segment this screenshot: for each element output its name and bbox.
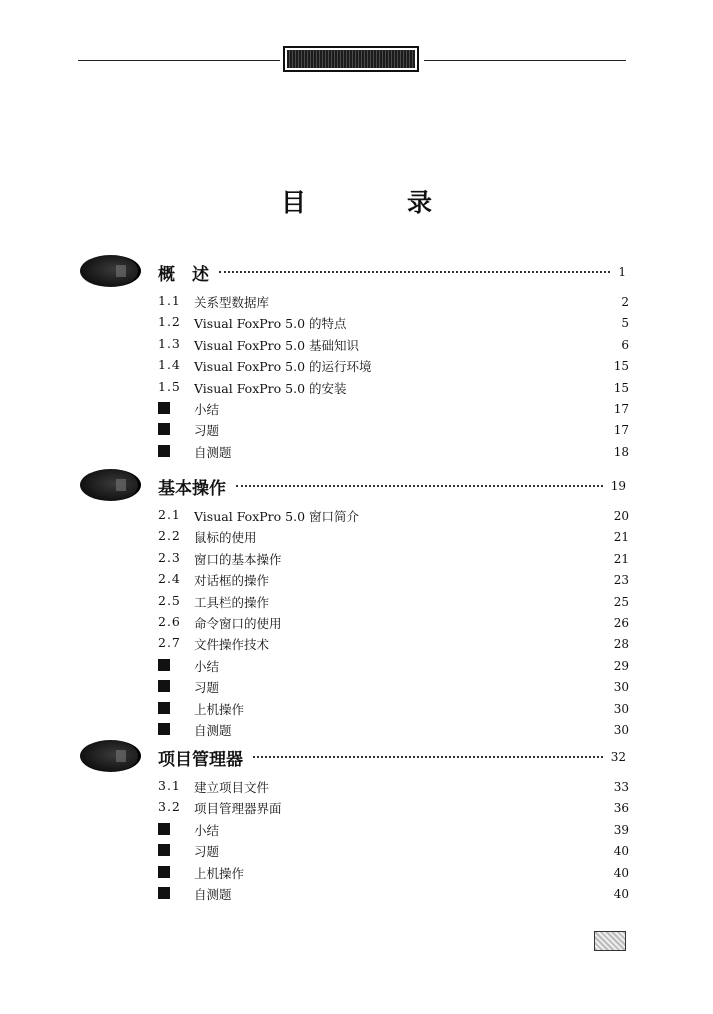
- section-title: 窗口的基本操作: [194, 551, 282, 567]
- section-number: 3.1: [158, 778, 181, 793]
- section-title: 习题: [194, 680, 220, 696]
- section-title: 命令窗口的使用: [194, 616, 282, 631]
- section-title: 小结: [194, 402, 220, 417]
- section-number: 1.1: [158, 293, 181, 308]
- square-bullet-icon: [158, 423, 170, 435]
- toc-summary-entry: [158, 721, 629, 739]
- square-bullet-icon: [158, 402, 170, 414]
- page-number-mark: [594, 931, 626, 951]
- section-page-number: 17: [613, 402, 629, 416]
- section-number: 1.3: [158, 335, 181, 351]
- square-bullet-icon: [158, 445, 170, 457]
- chapter-heading: [80, 740, 630, 772]
- header-banner: [283, 46, 419, 72]
- section-page-number: 30: [613, 723, 629, 737]
- section-page-number: 23: [613, 573, 629, 588]
- section-number: 2.7: [158, 635, 181, 651]
- section-title: 上机操作: [194, 865, 245, 881]
- square-bullet-icon: [158, 680, 170, 692]
- section-page-number: 28: [613, 637, 629, 652]
- section-page-number: 5: [621, 316, 629, 331]
- square-bullet-icon: [158, 723, 170, 735]
- toc-entry: [158, 571, 629, 589]
- section-number: 3.2: [158, 799, 181, 815]
- section-title: 自测题: [194, 887, 232, 902]
- toc-summary-entry: [158, 657, 629, 675]
- toc-entry: [158, 336, 629, 354]
- section-number: 2.6: [158, 614, 181, 629]
- toc-summary-entry: [158, 821, 629, 839]
- section-title: 小结: [194, 658, 220, 674]
- section-title: 关系型数据库: [194, 295, 270, 310]
- section-title: 小结: [194, 822, 220, 838]
- section-page-number: 2: [621, 295, 629, 309]
- toc-summary-entry: [158, 700, 629, 718]
- section-number: 1.5: [158, 378, 181, 394]
- section-page-number: 18: [613, 444, 629, 459]
- toc-summary-entry: [158, 421, 629, 439]
- toc-summary-entry: [158, 678, 629, 696]
- section-title: 鼠标的使用: [194, 530, 257, 546]
- section-number: 2.2: [158, 528, 181, 544]
- toc-entry: [158, 593, 629, 611]
- dot-leader: [219, 271, 610, 273]
- toc-summary-entry: [158, 443, 629, 461]
- square-bullet-icon: [158, 844, 170, 856]
- section-title: 项目管理器界面: [194, 801, 282, 817]
- section-title: 对话框的操作: [194, 573, 270, 589]
- section-number: 2.1: [158, 507, 181, 522]
- toc-entry: [158, 293, 629, 311]
- section-page-number: 33: [613, 780, 629, 794]
- section-title: 文件操作技术: [194, 637, 270, 653]
- toc-entry: [158, 550, 629, 568]
- section-number: 1.4: [158, 357, 181, 373]
- section-title: 习题: [194, 423, 220, 439]
- section-title: Visual FoxPro 5.0 基础知识: [194, 337, 359, 353]
- chapter-page-number: 19: [610, 479, 626, 493]
- toc-entry: [158, 379, 629, 397]
- toc-entry: [158, 778, 629, 796]
- section-title: 自测题: [194, 444, 232, 460]
- toc-summary-entry: [158, 885, 629, 903]
- section-number: 1.2: [158, 314, 181, 330]
- section-page-number: 25: [613, 594, 629, 609]
- section-number: 2.3: [158, 549, 181, 565]
- chapter-page-number: 32: [610, 750, 626, 764]
- chapter-title: 概 述: [158, 265, 209, 285]
- chapter-badge-icon: [80, 255, 141, 287]
- section-page-number: 29: [613, 658, 629, 673]
- dot-leader: [253, 756, 603, 758]
- toc-summary-entry: [158, 400, 629, 418]
- section-page-number: 21: [613, 530, 629, 545]
- section-page-number: 30: [613, 701, 629, 716]
- section-title: 工具栏的操作: [194, 594, 270, 610]
- section-page-number: 17: [613, 423, 629, 438]
- toc-entry: [158, 357, 629, 375]
- section-page-number: 40: [613, 865, 629, 880]
- chapter-page-number: 1: [618, 265, 626, 279]
- section-page-number: 15: [613, 359, 629, 374]
- section-title: Visual FoxPro 5.0 的安装: [194, 380, 347, 396]
- section-page-number: 39: [613, 822, 629, 837]
- section-title: Visual FoxPro 5.0 窗口简介: [194, 509, 359, 524]
- square-bullet-icon: [158, 659, 170, 671]
- toc-entry: [158, 635, 629, 653]
- dot-leader: [236, 485, 603, 487]
- section-page-number: 26: [613, 616, 629, 630]
- section-page-number: 20: [613, 509, 629, 523]
- chapter-heading: [80, 255, 630, 287]
- section-title: 建立项目文件: [194, 780, 270, 795]
- page-title: 目 录: [280, 188, 470, 217]
- square-bullet-icon: [158, 887, 170, 899]
- toc-summary-entry: [158, 864, 629, 882]
- section-title: Visual FoxPro 5.0 的特点: [194, 316, 347, 332]
- chapter-badge-icon: [80, 740, 141, 772]
- section-page-number: 40: [613, 887, 629, 901]
- section-page-number: 30: [613, 680, 629, 695]
- square-bullet-icon: [158, 866, 170, 878]
- section-number: 2.5: [158, 592, 181, 608]
- section-page-number: 36: [613, 801, 629, 816]
- section-page-number: 21: [613, 551, 629, 566]
- chapter-title: 基本操作: [158, 479, 226, 499]
- chapter-title: 项目管理器: [158, 750, 243, 770]
- section-title: 习题: [194, 844, 220, 860]
- chapter-badge-icon: [80, 469, 141, 501]
- toc-entry: [158, 528, 629, 546]
- square-bullet-icon: [158, 702, 170, 714]
- section-page-number: 6: [621, 337, 629, 352]
- section-page-number: 40: [613, 844, 629, 859]
- square-bullet-icon: [158, 823, 170, 835]
- section-title: Visual FoxPro 5.0 的运行环境: [194, 359, 372, 375]
- header-rule-left: [78, 60, 280, 61]
- toc-summary-entry: [158, 842, 629, 860]
- header-rule-right: [424, 60, 626, 61]
- toc-entry: [158, 314, 629, 332]
- toc-entry: [158, 507, 629, 525]
- section-title: 自测题: [194, 723, 232, 738]
- section-title: 上机操作: [194, 701, 245, 717]
- section-number: 2.4: [158, 571, 181, 587]
- chapter-heading: [80, 469, 630, 501]
- section-page-number: 15: [613, 380, 629, 395]
- toc-entry: [158, 799, 629, 817]
- toc-entry: [158, 614, 629, 632]
